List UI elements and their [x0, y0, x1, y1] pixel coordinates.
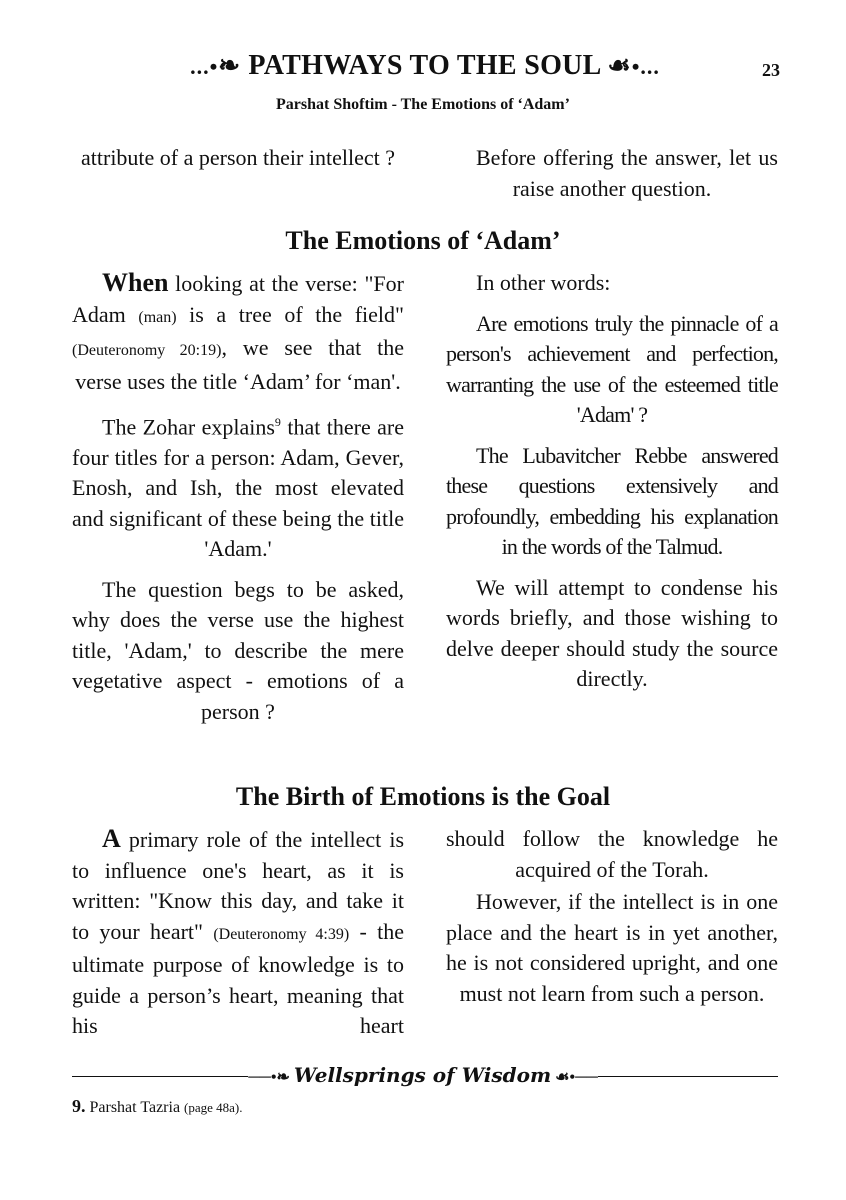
paragraph-verse: When looking at the verse: "For Adam (man) is a tree of the field" (Deuteronomy 20:19), we see that the verse uses the title ‘Adam’ for ‘man'. — [72, 268, 405, 394]
series-title: Wellsprings of Wisdom — [290, 1063, 555, 1087]
intro-right-column — [446, 143, 778, 214]
intro-left-column — [72, 143, 404, 184]
paragraph-not-upright: However, if the intellect is in one place and the heart is in yet another, he is not considered upright, and one must not learn from such a person. — [446, 889, 778, 1006]
paragraph-zohar: The Zohar explains$^9$ that there are four titles for a person: Adam, Gever, Enosh, and Ish, the most elevated and significant of these being the title 'Adam.' — [72, 414, 404, 562]
running-header — [72, 48, 778, 88]
ornament-right-icon: ☙•... — [607, 51, 660, 80]
section1-left-column — [72, 268, 404, 737]
paragraph-rebbe-answered: The Lubavitcher Rebbe answered these questions extensively and profoundly, embedding his explanation in the words of the Talmud. — [446, 442, 778, 559]
footnote-marker: 9 — [274, 415, 281, 429]
paragraph-question: The question begs to be asked, why does the verse use the highest title, 'Adam,' to describe the mere vegetative aspect - emotions of a person ? — [72, 576, 404, 724]
paragraph-in-other-words: In other words: — [476, 270, 611, 295]
chapter-subtitle: Parshat Shoftim - The Emotions of ‘Adam’ — [276, 96, 570, 113]
footnote: 9. Parshat Tazria (page 48a). — [72, 1096, 243, 1116]
footer-series-label — [0, 1063, 846, 1087]
paragraph-intellect-role: A primary role of the intellect is to influence one's heart, as it is written: "Know this day, and take it to your heart" (Deuteronomy 4:39) - the ultimate purpose of knowledge is to guide a person’s heart, meaning that his heart — [72, 824, 405, 1038]
book-title — [72, 50, 778, 82]
intro-right-text: Before offering the answer, let us raise another question. — [476, 145, 778, 201]
intro-left-text: attribute of a person their intellect ? — [81, 145, 395, 170]
book-title-text: PATHWAYS TO THE SOUL — [248, 50, 601, 81]
lead-word: When — [102, 268, 169, 297]
footnote-number: 9. — [72, 1096, 86, 1116]
paragraph-pinnacle: Are emotions truly the pinnacle of a person's achievement and perfection, warranting the use of the esteemed title 'Adam' ? — [446, 310, 778, 427]
verse-reference: (Deuteronomy 20:19) — [72, 342, 222, 359]
section-heading-birth-of-emotions: The Birth of Emotions is the Goal — [235, 782, 611, 811]
page-number: 23 — [762, 60, 780, 80]
section2-left-column — [72, 824, 404, 1052]
section1-right-column — [446, 268, 778, 705]
paragraph-condense: We will attempt to condense his words briefly, and those wishing to delve deeper should study the source directly. — [446, 574, 778, 691]
ornament-left-icon: ...•❧ — [190, 51, 242, 80]
lead-letter: A — [102, 824, 121, 853]
section-heading-emotions-of-adam: The Emotions of ‘Adam’ — [285, 226, 561, 255]
paragraph-follow-knowledge: should follow the knowledge he acquired of the Torah. — [446, 826, 778, 882]
verse-reference: (Deuteronomy 4:39) — [213, 925, 350, 943]
footer-ornament-right-icon: ☙•── — [555, 1069, 598, 1086]
footer-ornament-left-icon: ──•❧ — [248, 1069, 290, 1086]
section2-right-column — [446, 824, 778, 1019]
